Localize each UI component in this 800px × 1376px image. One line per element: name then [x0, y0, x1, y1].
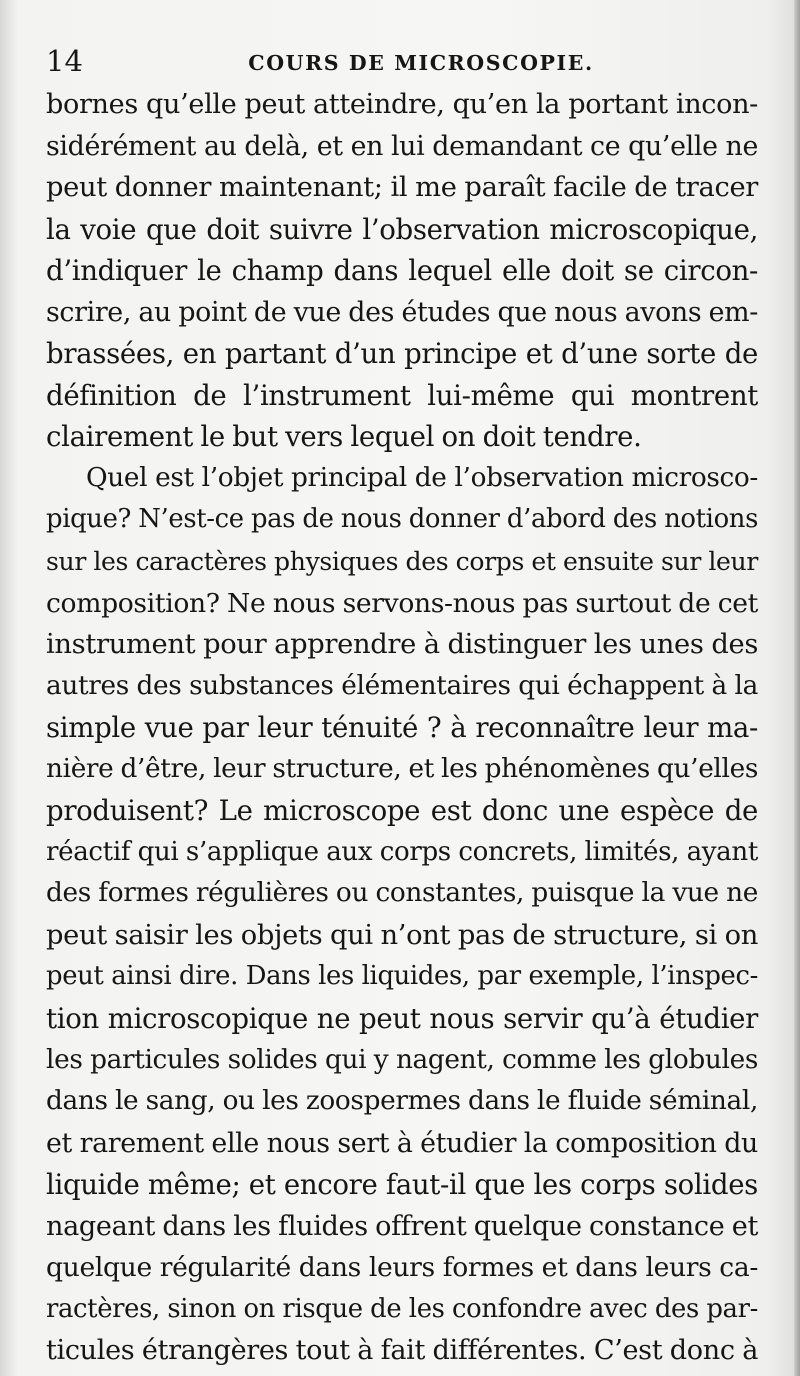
text-line: nageant dans les fluides offrent quelque constance et	[46, 1210, 758, 1242]
text-line: tion microscopique ne peut nous servir qu’à étudier	[46, 1002, 758, 1036]
text-line: pique? N’est-ce pas de nous donner d’abord des notions	[46, 504, 758, 535]
text-line: peut saisir les objets qui n’ont pas de structure, si on	[46, 919, 758, 951]
running-head	[46, 44, 756, 78]
text-line: peut donner maintenant; il me paraît facile de tracer	[46, 172, 758, 204]
paragraph-end-line: clairement le but vers lequel on doit tendre.	[46, 420, 642, 454]
text-line: produisent? Le microscope est donc une espèce de	[46, 794, 758, 828]
paragraph-start-line: Quel est l’objet principal de l’observation microsco-	[86, 462, 758, 493]
text-line: liquide même; et encore faut-il que les corps solides	[46, 1168, 758, 1202]
body-text	[46, 84, 758, 1372]
text-line: la voie que doit suivre l’observation microscopique,	[46, 212, 758, 246]
text-line: ractères, sinon on risque de les confondre avec des par-	[46, 1293, 758, 1324]
text-line: sidérément au delà, et en lui demandant ce qu’elle ne	[46, 130, 758, 162]
page-edge-shadow	[794, 0, 800, 1376]
text-line: instrument pour apprendre à distinguer les unes des	[46, 629, 758, 661]
page-number: 14	[46, 44, 83, 78]
text-line: sur les caractères physiques des corps et ensuite sur leur	[46, 547, 758, 577]
text-line: scrire, au point de vue des études que nous avons em-	[46, 296, 758, 328]
text-line: simple vue par leur ténuité ? à reconnaître leur ma-	[46, 711, 758, 745]
text-line: autres des substances élémentaires qui échappent à la	[46, 670, 758, 701]
text-line: dans le sang, ou les zoospermes dans le fluide séminal,	[46, 1086, 758, 1117]
text-line: réactif qui s’applique aux corps concrets, limités, ayant	[46, 836, 758, 867]
text-line: quelque régularité dans leurs formes et dans leurs ca-	[46, 1252, 758, 1284]
text-line: définition de l’instrument lui-même qui montrent	[46, 378, 758, 412]
text-line: d’indiquer le champ dans lequel elle doit se circon-	[46, 254, 758, 288]
text-line: des formes régulières ou constantes, puisque la vue ne	[46, 878, 758, 909]
text-line: composition? Ne nous servons-nous pas surtout de cet	[46, 587, 758, 619]
text-line: nière d’être, leur structure, et les phénomènes qu’elles	[46, 753, 758, 784]
text-line: les particules solides qui y nagent, comme les globules	[46, 1044, 758, 1075]
text-line: ticules étrangères tout à fait différentes. C’est donc à	[46, 1335, 758, 1367]
text-line: et rarement elle nous sert à étudier la composition du	[46, 1127, 758, 1159]
running-title: COURS DE MICROSCOPIE.	[248, 51, 594, 75]
text-line: brassées, en partant d’un principe et d’une sorte de	[46, 337, 758, 371]
text-line: bornes qu’elle peut atteindre, qu’en la portant incon-	[46, 89, 758, 120]
text-line: peut ainsi dire. Dans les liquides, par exemple, l’inspec-	[46, 961, 758, 992]
